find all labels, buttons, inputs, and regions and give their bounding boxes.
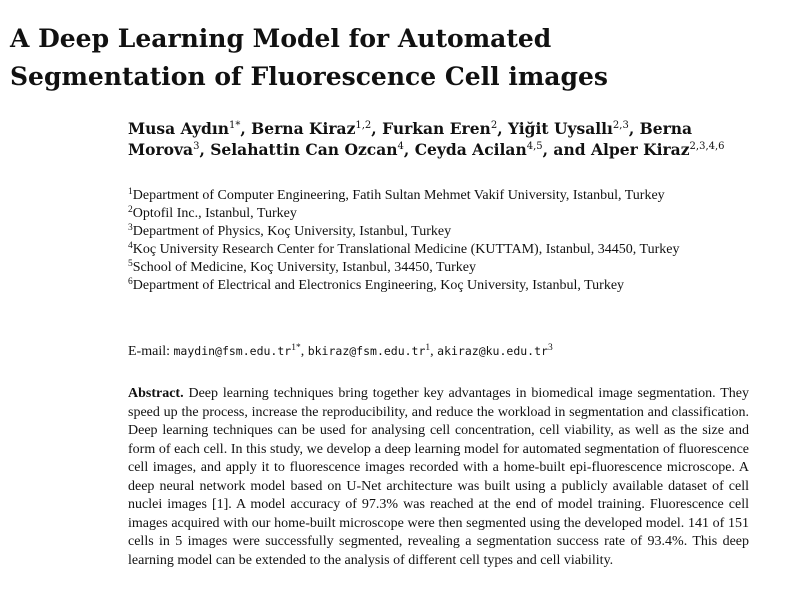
abstract-label: Abstract. [128,386,184,401]
affiliation-item: $^4$Koç University Research Center for Translational Medicine (KUTTAM), Istanbul, 34450, Turkey [128,241,680,257]
affiliation-item: $^5$School of Medicine, Koç University, Istanbul, 34450, Turkey [128,259,476,275]
author: Furkan Eren$^2$, [382,119,508,138]
email-address[interactable]: $akiraz@ku.edu.tr^3$ [437,343,553,358]
email-line: E-mail: $maydin@fsm.edu.tr^{1*}$, $bkiraz@fsm.edu.tr^1$, $akiraz@ku.edu.tr^3$ [128,343,553,359]
abstract [128,385,749,570]
affiliation-item: $^3$Department of Physics, Koç University, Istanbul, Turkey [128,223,452,239]
author: Yiğit Uysallı$^{2,3}$, [508,119,640,138]
author: Selahattin Can Ozcan$^4$, [210,140,415,159]
author: Berna Kiraz$^{1,2}$, [251,119,383,138]
author: Alper Kiraz$^{2,3,4,6}$ [590,140,725,159]
author: Ceyda Acilan$^{4,5}$, and [414,140,591,159]
affiliation-list [128,187,758,295]
author-list [128,118,758,160]
email-label: E-mail: [128,344,174,359]
affiliation-item: $^1$Department of Computer Engineering, Fatih Sultan Mehmet Vakif University, Istanbul, Turkey [128,187,665,203]
paper-title [10,20,770,96]
affiliation-item: $^2$Optofil Inc., Istanbul, Turkey [128,205,297,221]
email-address[interactable]: $bkiraz@fsm.edu.tr^1$ [307,343,431,358]
affiliation-item: $^6$Department of Electrical and Electronics Engineering, Koç University, Istanbul, Turkey [128,277,625,293]
title-line-1: A Deep Learning Model for Automated [10,24,552,53]
author: Musa Aydın$^{1*}$, [128,119,252,138]
author: Berna Morova$^3$, [128,119,693,159]
title-line-2: Segmentation of Fluorescence Cell images [10,62,608,91]
abstract-text: Deep learning techniques bring together key advantages in biomedical image segmentation. They speed up the process, increase the reproducibility, and reduce the workload in segmentation and classification. Deep learning techniques can be used for analysing cell concentration, cell viability, as well as the size and form of each cell. In this study, we develop a deep learning model for automated segmentation of fluorescence cell images, and apply it to fluorescence images recorded with a home-built epi-fluorescence microscope. A deep neural network model based on U-Net architecture was built using a publicly available dataset of cell nuclei images [1]. A model accuracy of 97.3% was reached at the end of model training. Fluorescence cell images acquired with our home-built microscope were then segmented using the developed model. 141 of 151 cells in 5 images were successfully segmented, revealing a segmentation success rate of 93.4%. This deep learning model can be extended to the analysis of different cell types and cell viability. [128,386,750,568]
email-address[interactable]: $maydin@fsm.edu.tr^{1*}$ [173,343,301,358]
